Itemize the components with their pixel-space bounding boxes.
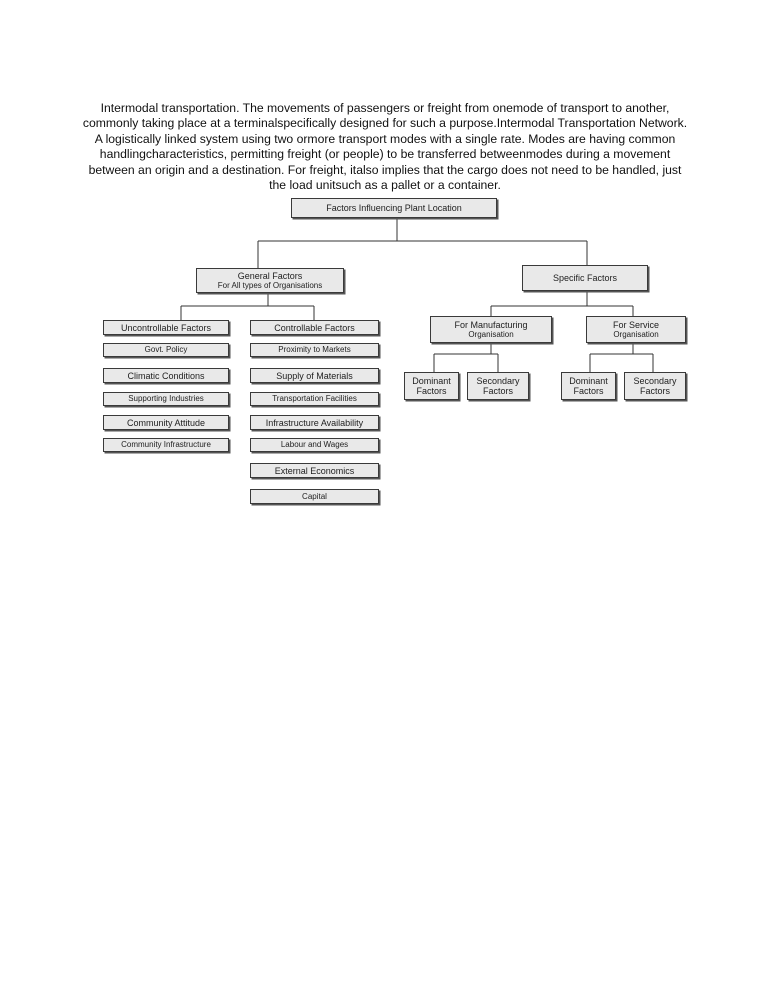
controllable-item	[250, 489, 379, 504]
controllable-item	[250, 392, 379, 406]
uncontrollable-item-label: Community Attitude	[126, 417, 206, 428]
root-node-label: Factors Influencing Plant Location	[326, 203, 462, 213]
controllable-item-label: Proximity to Markets	[278, 345, 351, 354]
manufacturing-dominant-label: Dominant Factors	[412, 376, 451, 396]
controllable-item-label: Infrastructure Availability	[265, 417, 364, 428]
service-dominant-label: Dominant Factors	[569, 376, 608, 396]
uncontrollable-item	[103, 392, 229, 406]
controllable-item-label: External Economics	[274, 465, 355, 476]
uncontrollable-item-label: Govt. Policy	[144, 345, 188, 354]
general-factors-subtitle: For All types of Organisations	[217, 280, 323, 290]
service-node	[586, 316, 686, 343]
general-factors-node	[196, 268, 344, 293]
controllable-item	[250, 368, 379, 383]
general-factors-title: General Factors	[237, 270, 303, 281]
controllable-item	[250, 463, 379, 478]
controllable-item-label: Supply of Materials	[276, 370, 353, 381]
manufacturing-secondary-node	[467, 372, 529, 400]
uncontrollable-item-label: Climatic Conditions	[127, 370, 205, 381]
uncontrollable-item	[103, 415, 229, 430]
manufacturing-dominant-node	[404, 372, 459, 400]
controllable-item	[250, 343, 379, 357]
specific-factors-title: Specific Factors	[552, 273, 618, 283]
manufacturing-title: For Manufacturing	[454, 319, 528, 330]
uncontrollable-item	[103, 343, 229, 357]
service-title: For Service	[612, 319, 659, 330]
service-secondary-label: Secondary Factors	[633, 376, 677, 396]
uncontrollable-item-label: Supporting Industries	[128, 394, 204, 403]
controllable-item-label: Capital	[302, 491, 327, 501]
uncontrollable-factors-title: Uncontrollable Factors	[120, 322, 212, 333]
service-subtitle: Organisation	[613, 329, 659, 339]
manufacturing-secondary-label: Secondary Factors	[476, 376, 520, 396]
controllable-item-label: Labour and Wages	[280, 440, 349, 449]
controllable-item	[250, 415, 379, 430]
uncontrollable-item	[103, 368, 229, 383]
uncontrollable-item	[103, 438, 229, 452]
controllable-item	[250, 438, 379, 452]
uncontrollable-factors-node	[103, 320, 229, 335]
controllable-item-label: Transportation Facilities	[272, 394, 357, 403]
specific-factors-node	[522, 265, 648, 291]
manufacturing-node	[430, 316, 552, 343]
service-secondary-node	[624, 372, 686, 400]
manufacturing-subtitle: Organisation	[468, 329, 514, 339]
root-node	[291, 198, 497, 218]
service-dominant-node	[561, 372, 616, 400]
controllable-factors-title: Controllable Factors	[274, 322, 355, 333]
controllable-factors-node	[250, 320, 379, 335]
uncontrollable-item-label: Community Infrastructure	[121, 440, 211, 449]
intro-paragraph: Intermodal transportation. The movements of passengers or freight from onemode of transport to another, commonly taking place at a terminalspecifically designed for such a purpose.Intermodal Transportation Network. A logistically linked system using two ormore transport modes with a single rate. Modes are having common handlingcharacteristics, permitting freight (or people) to be transferred betweenmodes during a movement between an origin and a destination. For freight, italso implies that the cargo does not need to be handled, just the load unitsuch as a pallet or a container.	[82, 101, 688, 193]
